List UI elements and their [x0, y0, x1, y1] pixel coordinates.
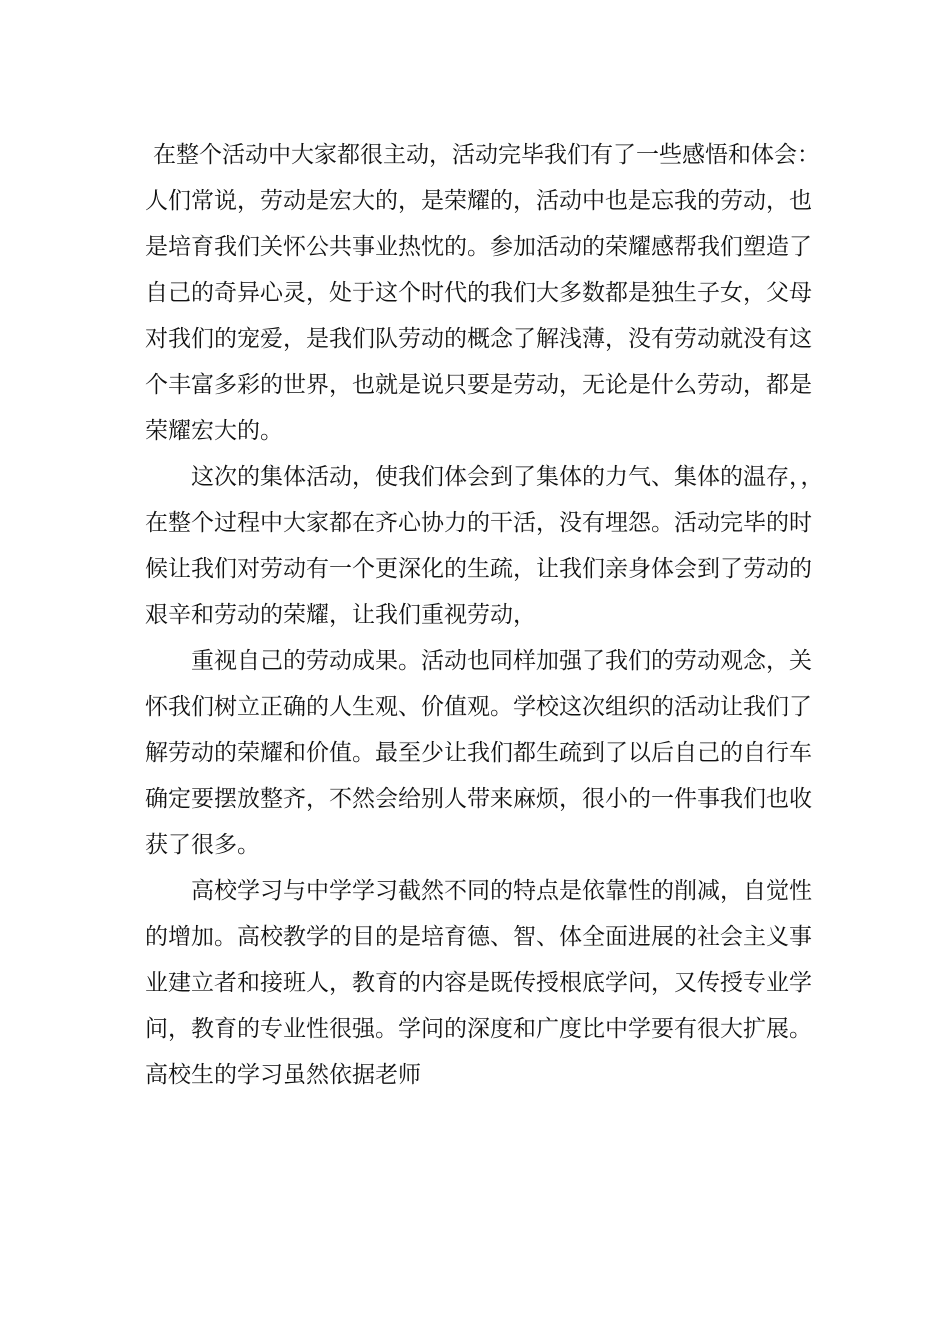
text-line: 个丰富多彩的世界，也就是说只要是劳动，无论是什么劳动，都是 [145, 372, 812, 398]
text-line: 问，教育的专业性很强。学问的深度和广度比中学要有很大扩展。 [145, 1016, 812, 1042]
text-line: 高校生的学习虽然依据老师 [145, 1062, 421, 1088]
text-line: 在整个活动中大家都很主动，活动完毕我们有了一些感悟和体会： [153, 142, 820, 168]
text-line: 候让我们对劳动有一个更深化的生疏，让我们亲身体会到了劳动的 [145, 556, 812, 582]
text-line: 确定要摆放整齐，不然会给别人带来麻烦，很小的一件事我们也收 [145, 786, 812, 812]
text-line: 获了很多。 [145, 832, 260, 858]
text-line: 解劳动的荣耀和价值。最至少让我们都生疏到了以后自己的自行车 [145, 740, 812, 766]
text-line: 的增加。高校教学的目的是培育德、智、体全面进展的社会主义事 [145, 924, 812, 950]
text-line: 高校学习与中学学习截然不同的特点是依靠性的削减，自觉性 [191, 878, 812, 904]
text-line: 荣耀宏大的。 [145, 418, 283, 444]
text-line: 在整个过程中大家都在齐心协力的干活，没有埋怨。活动完毕的时 [145, 510, 812, 536]
text-line: 业建立者和接班人，教育的内容是既传授根底学问，又传授专业学 [145, 970, 812, 996]
text-line: 自己的奇异心灵，处于这个时代的我们大多数都是独生子女，父母 [145, 280, 812, 306]
text-line: 艰辛和劳动的荣耀，让我们重视劳动， [145, 602, 536, 628]
text-line: 重视自己的劳动成果。活动也同样加强了我们的劳动观念，关 [191, 648, 812, 674]
text-line: 是培育我们关怀公共事业热忱的。参加活动的荣耀感帮我们塑造了 [145, 234, 812, 260]
text-line: 这次的集体活动，使我们体会到了集体的力气、集体的温存，， [191, 464, 824, 490]
document-body [145, 132, 824, 1098]
text-line: 人们常说，劳动是宏大的，是荣耀的，活动中也是忘我的劳动，也 [145, 188, 812, 214]
text-line: 对我们的宠爱，是我们队劳动的概念了解浅薄，没有劳动就没有这 [145, 326, 812, 352]
text-line: 怀我们树立正确的人生观、价值观。学校这次组织的活动让我们了 [145, 694, 812, 720]
